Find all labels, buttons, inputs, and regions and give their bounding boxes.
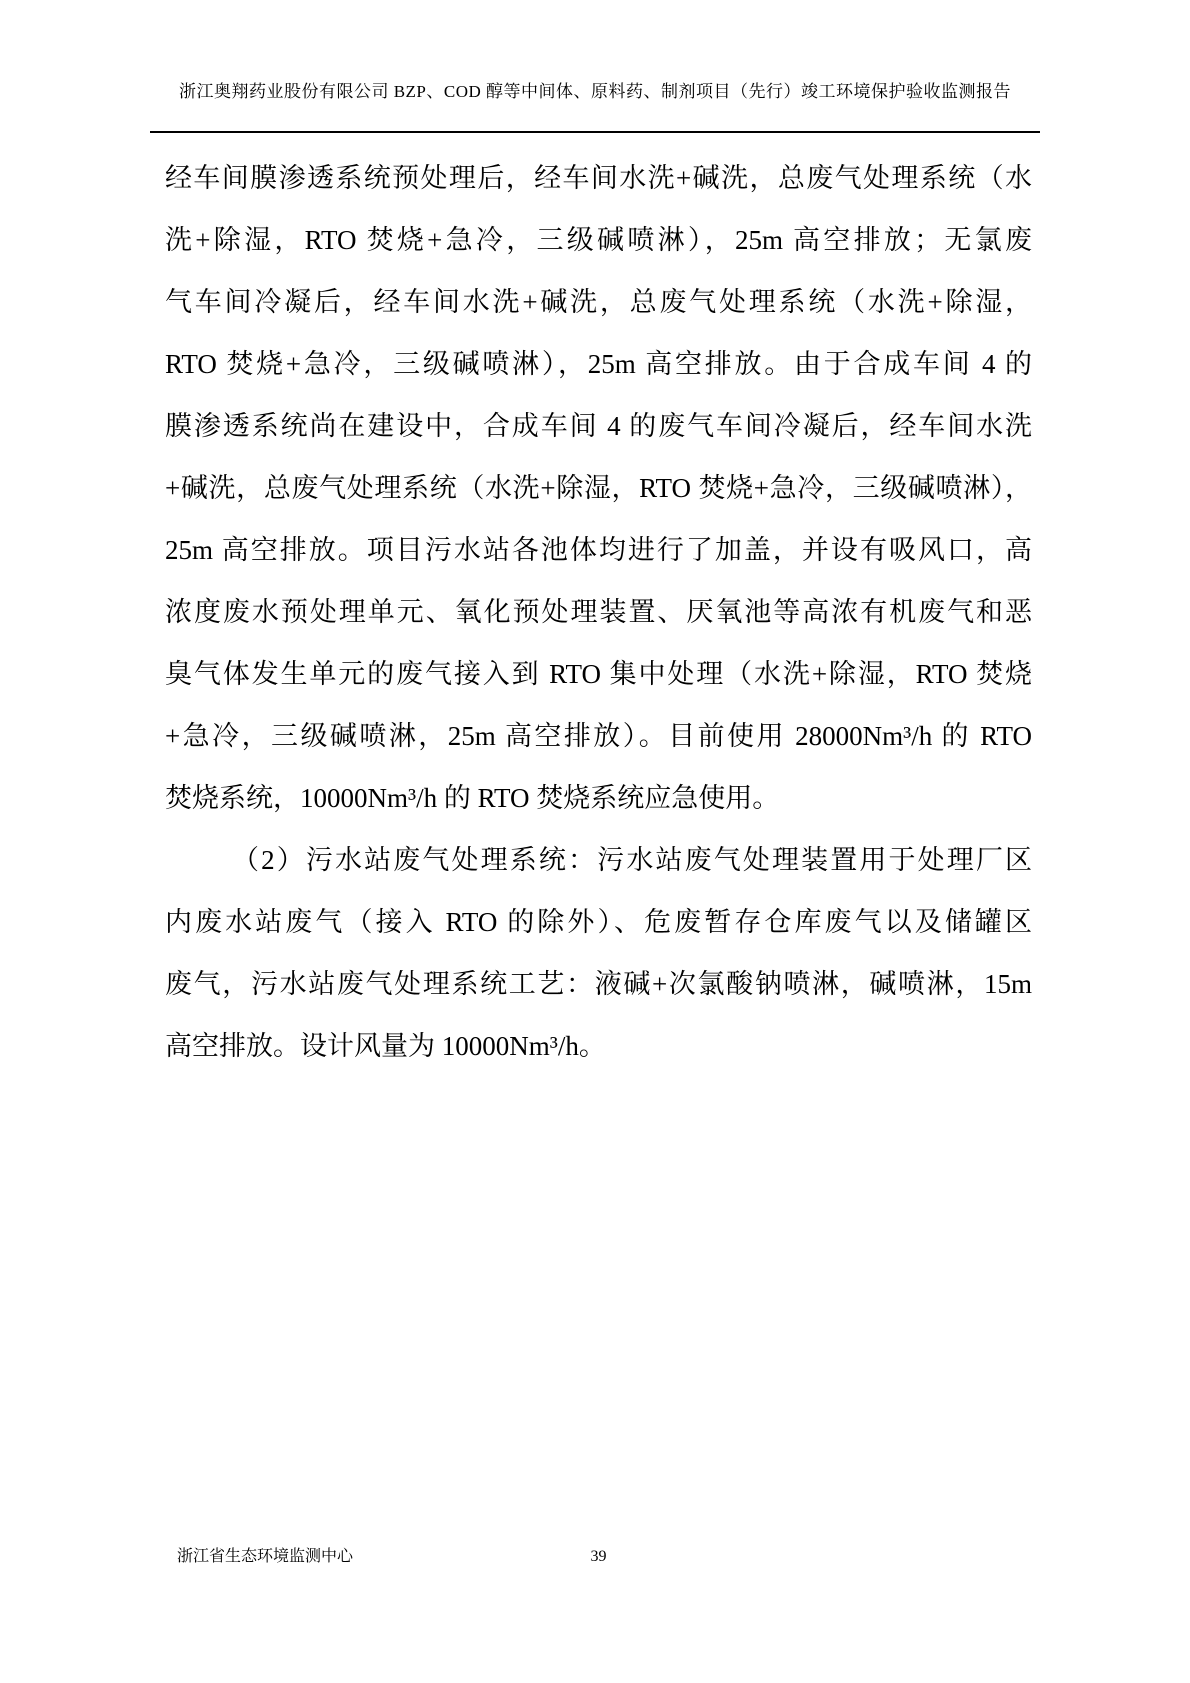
page-header-title: 浙江奥翔药业股份有限公司 BZP、COD 醇等中间体、原料药、制剂项目（先行）竣工环境保护验收监测报告 <box>178 82 1012 101</box>
body-line: 焚烧系统，10000Nm³/h 的 RTO 焚烧系统应急使用。 <box>165 783 780 813</box>
body-line: 废气，污水站废气处理系统工艺：液碱+次氯酸钠喷淋，碱喷淋，15m <box>165 969 1032 999</box>
body-line: （2）污水站废气处理系统：污水站废气处理装置用于处理厂区 <box>232 845 1032 875</box>
paragraph <box>165 147 1032 829</box>
page-footer <box>165 1545 1032 1569</box>
body-line: +碱洗，总废气处理系统（水洗+除湿，RTO 焚烧+急冷，三级碱喷淋）， <box>165 473 1032 503</box>
page-number: 39 <box>590 1548 607 1565</box>
body-line: 气车间冷凝后，经车间水洗+碱洗，总废气处理系统（水洗+除湿， <box>165 287 1032 317</box>
body-line: 内废水站废气（接入 RTO 的除外）、危废暂存仓库废气以及储罐区 <box>165 907 1032 937</box>
body-line: 臭气体发生单元的废气接入到 RTO 集中处理（水洗+除湿，RTO 焚烧 <box>165 659 1032 689</box>
body-line: 经车间膜渗透系统预处理后，经车间水洗+碱洗，总废气处理系统（水 <box>165 163 1032 193</box>
body-line: +急冷，三级碱喷淋，25m 高空排放）。目前使用 28000Nm³/h 的 RTO <box>165 721 1032 751</box>
header-divider <box>150 131 1040 133</box>
body-line: 洗+除湿，RTO 焚烧+急冷，三级碱喷淋），25m 高空排放；无氯废 <box>165 225 1032 255</box>
body-text <box>165 147 1032 1077</box>
footer-organization: 浙江省生态环境监测中心 <box>177 1548 354 1565</box>
body-line: 浓度废水预处理单元、氧化预处理装置、厌氧池等高浓有机废气和恶 <box>165 597 1032 627</box>
body-line: 高空排放。设计风量为 10000Nm³/h。 <box>165 1031 606 1061</box>
body-line: 25m 高空排放。项目污水站各池体均进行了加盖，并设有吸风口，高 <box>165 535 1032 565</box>
body-line: RTO 焚烧+急冷，三级碱喷淋），25m 高空排放。由于合成车间 4 的 <box>165 349 1032 379</box>
body-line: 膜渗透系统尚在建设中，合成车间 4 的废气车间冷凝后，经车间水洗 <box>165 411 1032 441</box>
paragraph <box>165 829 1032 1077</box>
